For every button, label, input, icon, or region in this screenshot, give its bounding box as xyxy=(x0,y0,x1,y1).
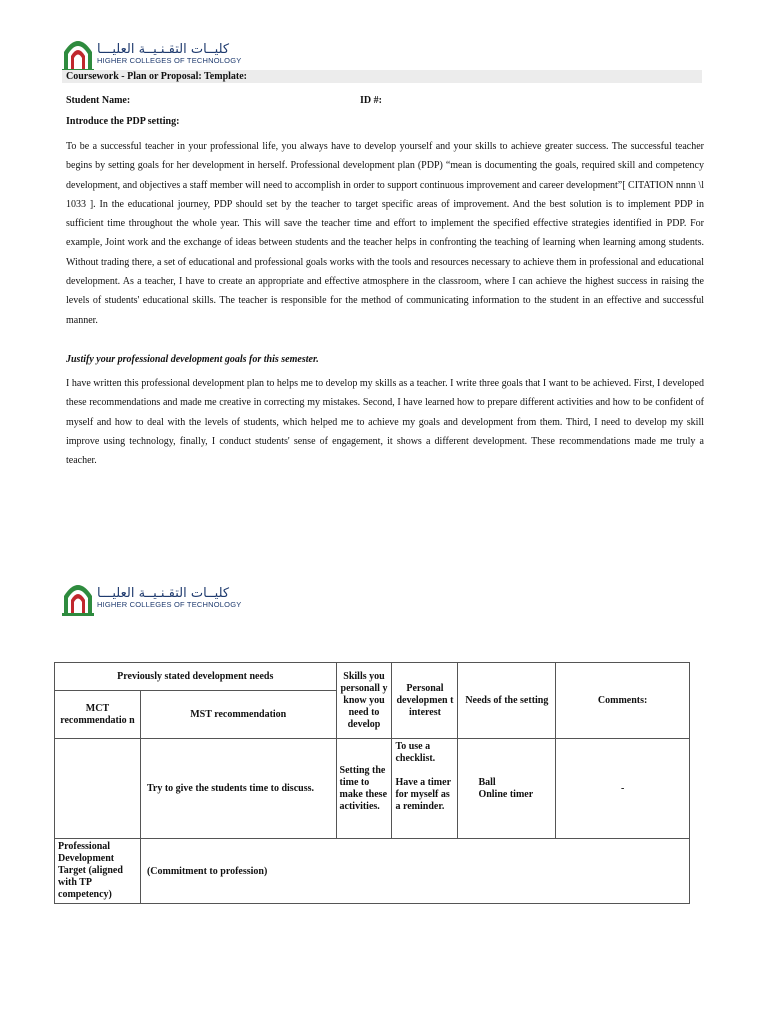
header-mct: MCT recommendatio n xyxy=(55,691,141,739)
header-setting-needs: Needs of the setting xyxy=(458,663,556,739)
logo-arabic-text: كليــات التقـنـيــة العليـــا xyxy=(97,42,230,57)
table-row xyxy=(55,739,690,839)
logo-english-text: HIGHER COLLEGES OF TECHNOLOGY xyxy=(97,600,242,609)
row1-setting-needs xyxy=(458,739,556,839)
header-prev-needs: Previously stated development needs xyxy=(55,663,337,691)
student-name-label: Student Name: xyxy=(66,95,131,106)
table-row xyxy=(55,839,690,904)
row1-skills: Setting the time to make these activities. xyxy=(336,739,392,839)
college-logo-second xyxy=(62,580,241,616)
intro-heading: Introduce the PDP setting: xyxy=(66,116,180,127)
id-label: ID #: xyxy=(360,95,382,106)
justify-heading: Justify your professional development goals for this semester. xyxy=(66,354,319,365)
row2-value: (Commitment to profession) xyxy=(140,839,689,904)
header-skills: Skills you personall y know you need to develop xyxy=(336,663,392,739)
row1-personal-line1: To use a checklist. xyxy=(395,741,436,764)
row1-setting-line2: Online timer xyxy=(478,788,534,800)
row1-setting-line1: Ball xyxy=(478,776,496,788)
header-comments: Comments: xyxy=(556,663,690,739)
header-mst: MST recommendation xyxy=(140,691,336,739)
row1-personal-line2: Have a timer for myself as a reminder. xyxy=(395,777,451,812)
header-personal-interest: Personal developmen t interest xyxy=(392,663,458,739)
logo-arabic-text: كليــات التقـنـيــة العليـــا xyxy=(97,586,230,601)
row1-mst: Try to give the students time to discuss. xyxy=(140,739,336,839)
college-emblem-icon xyxy=(62,36,94,72)
document-title: Coursework - Plan or Proposal: Template: xyxy=(66,71,248,82)
justify-paragraph: I have written this professional development plan to helps me to develop my skills as a teacher. I write three goals that I want to be achieved. First, I developed these recommendations and made me creative in correcting my mistakes. Second, I have learned how to prepare different activities and how to be confident of myself and how to deal with the levels of students, which helped me to achieve my goals and development from them. Third, I need to develop my skill improve using technology, finally, I conduct students' sense of engagement, it shows a different development. These recommendations made me truly a teacher. xyxy=(66,378,704,467)
logo-english-text: HIGHER COLLEGES OF TECHNOLOGY xyxy=(97,56,242,65)
college-logo xyxy=(62,36,241,72)
row1-personal-interest xyxy=(392,739,458,839)
table-header-row xyxy=(55,663,690,691)
intro-paragraph: To be a successful teacher in your professional life, you always have to develop yourself and your skills to achieve greater success. The successful teacher begins by setting goals for her development in herself. Professional development plan (PDP) “mean is documenting the goals, required skill and competency development, and objectives a staff member will need to accomplish in order to support continuous improvement and career development”[ CITATION nnnn \l 1033 ]. In the educational journey, PDP should set by the teacher to target specific areas of improvement. And the best solution is to implement PDP in sufficient time throughout the whole year. This will save the teacher time and effort to implement the specified effective strategies identified in PDP. For example, Joint work and the exchange of ideas between students and the teacher helps in confronting the teaching of learning when learning among students. Without trading there, a set of educational and professional goals works with the tools and resources necessary to achieve them in professional and educational development. As a teacher, I have to create an appropriate and effective atmosphere in the classroom, where I can achieve the highest success in raising the levels of students' educational skills. The teacher is responsible for the method of communicating information to the student in an effective and successful manner. xyxy=(66,141,704,326)
pdp-table xyxy=(54,662,690,904)
college-emblem-icon xyxy=(62,580,94,616)
row1-comments: - xyxy=(556,739,690,839)
row2-label: Professional Development Target (aligned with TP competency) xyxy=(55,839,141,904)
row1-mct xyxy=(55,739,141,839)
